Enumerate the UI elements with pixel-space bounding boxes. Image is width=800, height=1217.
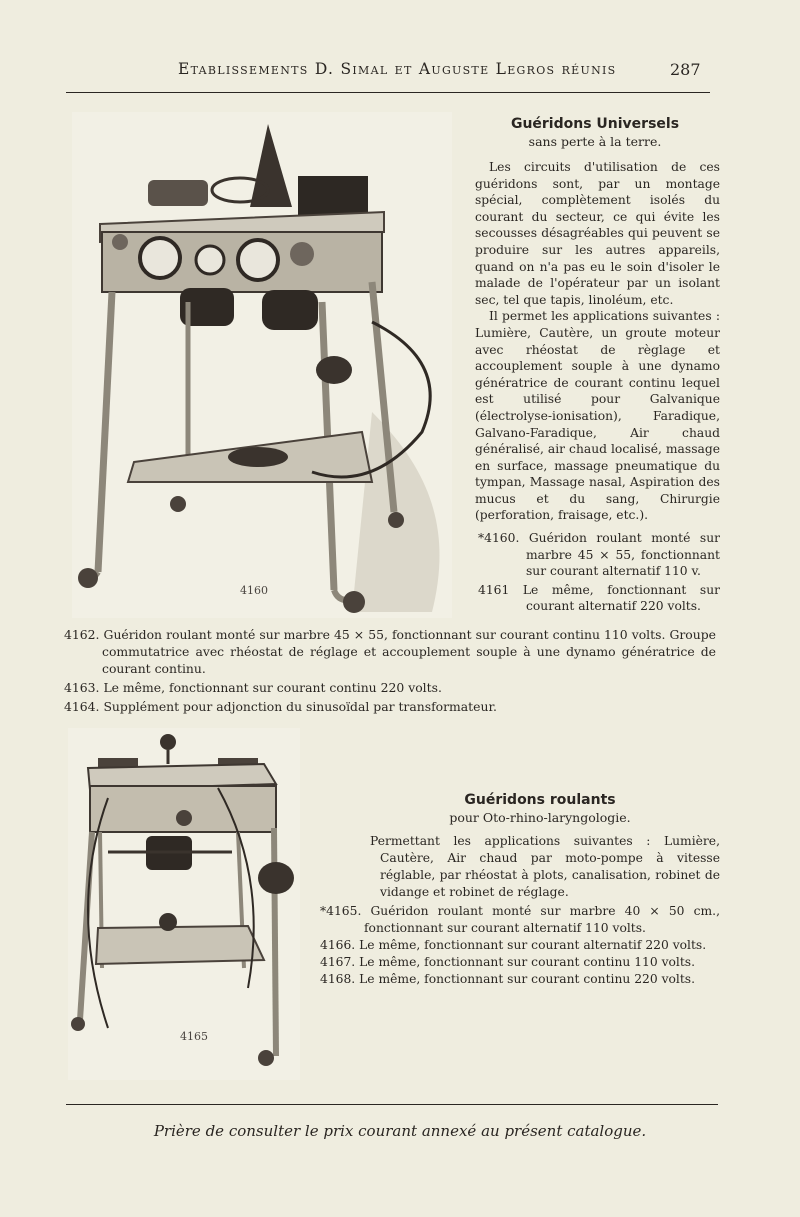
figure-4165-photo [68, 728, 300, 1080]
catalog-item [320, 971, 720, 988]
page-header [0, 60, 800, 84]
header-rule [66, 92, 710, 93]
catalog-item [320, 903, 720, 937]
catalog-item [64, 698, 716, 715]
section2-items [320, 903, 720, 988]
figure-4160-label: 4160 [240, 584, 268, 597]
item-ref: 4162. [64, 627, 100, 642]
item-text: Le même, fonctionnant sur courant alternatif 220 volts. [522, 582, 720, 614]
catalog-item [64, 679, 716, 696]
section-gueridons-universels [470, 116, 720, 615]
item-text: Le même, fonctionnant sur courant continu 220 volts. [359, 972, 696, 986]
section1-items [470, 530, 720, 615]
item-ref: 4167. [320, 955, 356, 969]
section2-intro: Permettant les applications suivantes : Lumière, Cautère, Air chaud par moto-pompe à vitesse réglable, par rhéostat à plots, canalisation, robinet de vidange et robinet de réglage. [370, 834, 720, 899]
section1-wide-items [64, 626, 716, 715]
footer-rule [66, 1104, 718, 1105]
catalog-item [478, 530, 720, 580]
figure-4160-photo [72, 112, 452, 618]
item-ref: *4165. [320, 904, 362, 918]
catalog-item [478, 582, 720, 615]
item-ref: *4160. [478, 531, 520, 546]
section2-subtitle: pour Oto-rhino-laryngologie. [449, 810, 631, 825]
item-text: Guéridon roulant monté sur marbre 40 × 50 cm., fonctionnant sur courant alternatif 110 volts. [364, 904, 720, 935]
item-ref: 4166. [320, 938, 356, 952]
section1-title: Guéridons Universels [510, 116, 680, 132]
item-text: Le même, fonctionnant sur courant alternatif 220 volts. [359, 938, 707, 952]
footer-note: Prière de consulter le prix courant annexé au présent catalogue. [153, 1122, 647, 1140]
item-ref: 4163. [64, 680, 100, 695]
catalog-item [64, 626, 716, 677]
item-text: Guéridon roulant monté sur marbre 45 × 55, fonctionnant sur courant alternatif 110 v. [526, 531, 720, 579]
catalog-item [320, 937, 720, 954]
item-text: Guéridon roulant monté sur marbre 45 × 55, fonctionnant sur courant continu 110 volts. Groupe commutatrice avec rhéostat de réglage et accouplement souple à une dynamo génératrice de courant continu. [102, 627, 716, 676]
catalog-item [320, 954, 720, 971]
item-ref: 4168. [320, 972, 356, 986]
section2-title: Guéridons roulants [464, 792, 616, 808]
page-number: 287 [670, 60, 701, 79]
header-title: Etablissements D. Simal et Auguste Legros réunis [178, 60, 617, 78]
item-text: Le même, fonctionnant sur courant continu 220 volts. [103, 680, 442, 695]
item-ref: 4161 [478, 582, 510, 597]
section-gueridons-roulants [320, 792, 720, 988]
item-ref: 4164. [64, 699, 100, 714]
figure-4165-label: 4165 [180, 1030, 208, 1043]
item-text: Supplément pour adjonction du sinusoïdal par transformateur. [103, 699, 497, 714]
gueridon-roulant-illustration [68, 728, 300, 1080]
section1-subtitle: sans perte à la terre. [528, 134, 662, 149]
gueridon-universel-illustration [72, 112, 452, 618]
section1-para1: Les circuits d'utilisation de ces guéridons sont, par un montage spécial, complètement isolés du courant du secteur, ce qui évite les secousses désagréables qui peuvent se produire sur les autres appareils, quand on n'a pas eu le soin d'isoler le malade de l'opérateur par un isolant sec, tel que tapis, linoléum, etc. [475, 160, 720, 307]
item-text: Le même, fonctionnant sur courant continu 110 volts. [359, 955, 696, 969]
section1-para2: Il permet les applications suivantes : Lumière, Cautère, un groute moteur avec rhéostat de règlage et accouplement souple à une dynamo génératrice de courant continu lequel est utilisé pour Galvanique (électrolyse-ionisation), Faradique, Galvano-Faradique, Air chaud généralisé, air chaud localisé, massage en surface, massage pneumatique du tympan, Massage nasal, Aspiration des mucus et du sang, Chirurgie (perforation, fraisage, etc.). [475, 309, 720, 523]
